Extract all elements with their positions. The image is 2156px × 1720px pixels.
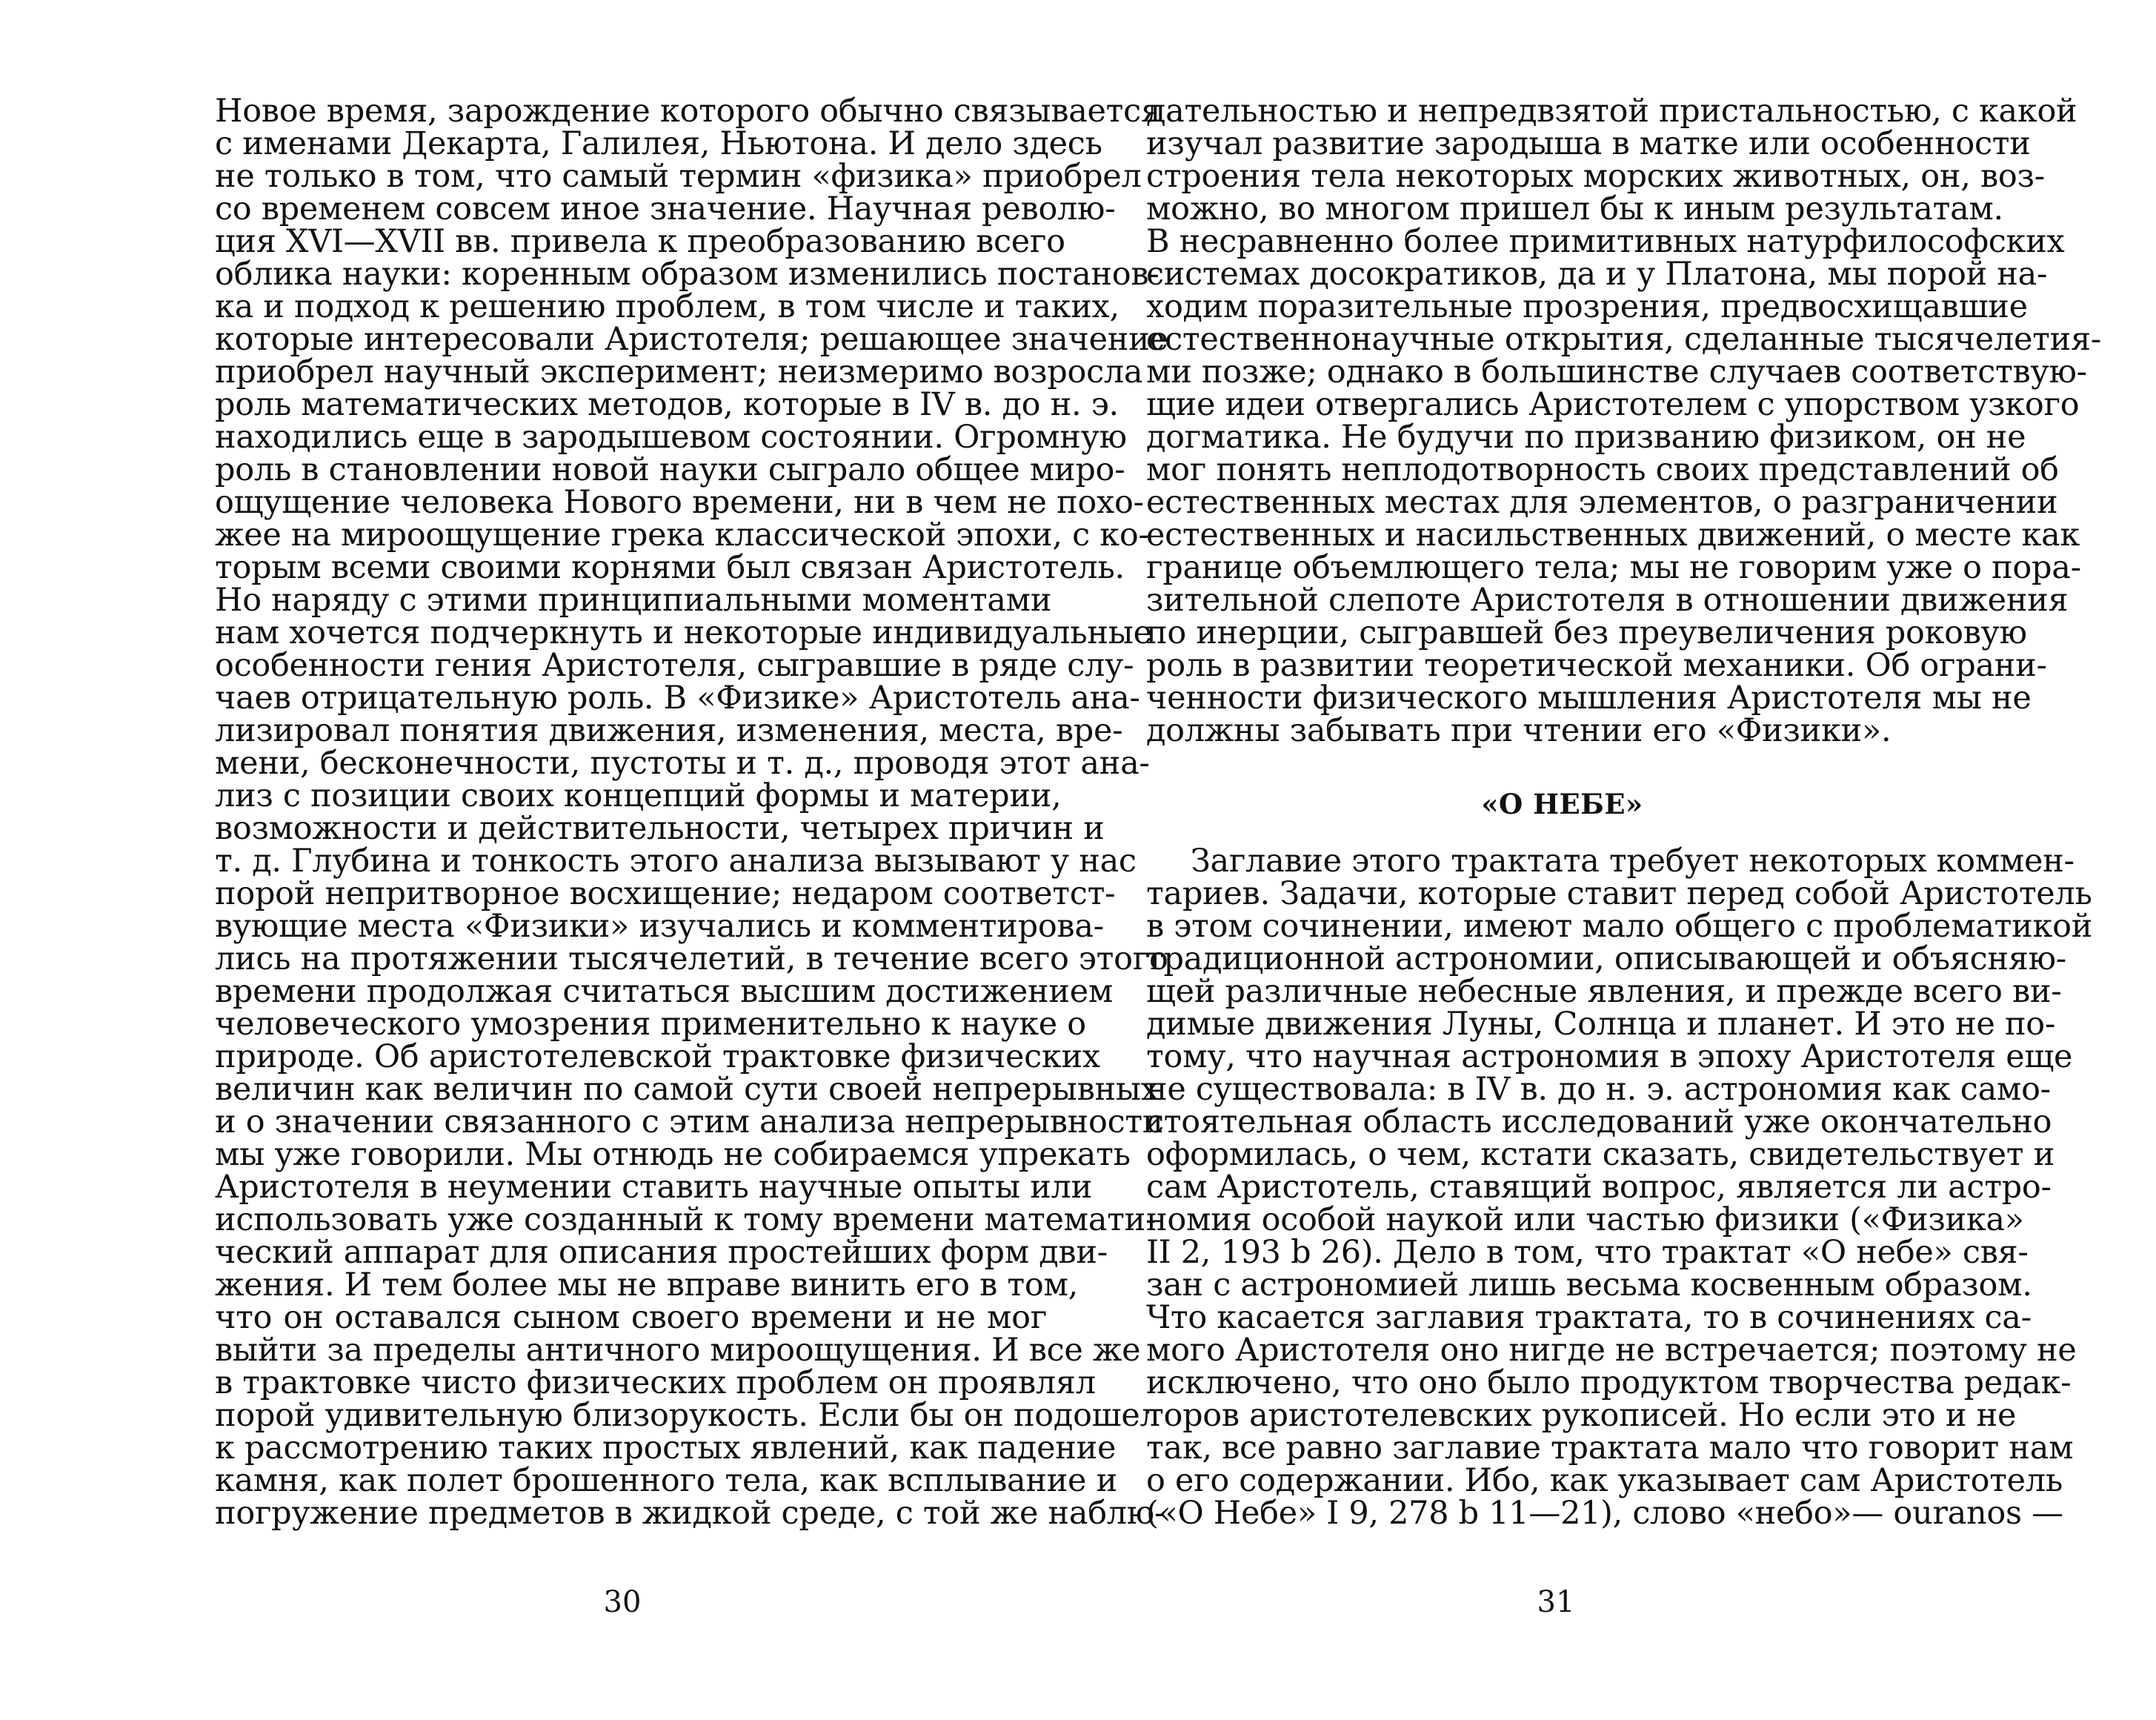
text-line: строения тела некоторых морских животных, он, воз-: [1146, 158, 2045, 195]
text-line: к рассмотрению таких простых явлений, как падение: [215, 1430, 1117, 1467]
right-page: [1078, 0, 2156, 1720]
text-line: мени, бесконечности, пустоты и т. д., проводя этот ана-: [215, 745, 1150, 782]
text-line: в трактовке чисто физических проблем он проявлял: [215, 1364, 1096, 1401]
text-line: по инерции, сыгравшей без преувеличения роковую: [1146, 614, 2027, 651]
text-line: облика науки: коренным образом изменились постанов-: [215, 256, 1159, 293]
text-line: ми позже; однако в большинстве случаев соответствую-: [1146, 353, 2087, 391]
text-line: приобрел научный эксперимент; неизмеримо возросла: [215, 353, 1143, 391]
text-line: изучал развитие зародыша в матке или особенности: [1146, 125, 2031, 162]
text-line: щие идеи отвергались Аристотелем с упорством узкого: [1146, 386, 2080, 423]
text-line: естественнонаучные открытия, сделанные тысячелетия-: [1146, 321, 2102, 358]
text-line: ходим поразительные прозрения, предвосхищавшие: [1146, 288, 2028, 325]
text-line: лись на протяжении тысячелетий, в течение всего этого: [215, 940, 1168, 977]
text-line: порой непритворное восхищение; недаром соответст-: [215, 875, 1116, 912]
text-line: особенности гения Аристотеля, сыгравшие в ряде слу-: [215, 647, 1134, 684]
text-line: торым всеми своими корнями был связан Аристотель.: [215, 549, 1125, 586]
text-line: человеческого умозрения применительно к науке о: [215, 1006, 1086, 1043]
text-line: («О Небе» I 9, 278 b 11—21), слово «небо»— ouranos —: [1146, 1495, 2063, 1532]
text-line: времени продолжая считаться высшим достижением: [215, 973, 1114, 1010]
text-line: системах досократиков, да и у Платона, мы порой на-: [1146, 256, 2048, 293]
text-line: т. д. Глубина и тонкость этого анализа вызывают у нас: [215, 843, 1137, 880]
text-line: жее на мироощущение грека классической эпохи, с ко-: [215, 517, 1149, 554]
text-line: мог понять неплодотворность своих представлений об: [1146, 451, 2059, 488]
right-paragraph-section: [1146, 843, 2093, 1532]
section-heading: «О НЕБЕ»: [1481, 788, 1643, 820]
text-line: щей различные небесные явления, и прежде всего ви-: [1146, 973, 2062, 1010]
text-line: и о значении связанного с этим анализа непрерывности: [215, 1103, 1164, 1140]
text-line: зительной слепоте Аристотеля в отношении движения: [1146, 582, 2069, 619]
text-line: торов аристотелевских рукописей. Но если это и не: [1146, 1397, 2017, 1434]
text-line: не только в том, что самый термин «физика» приобрел: [215, 158, 1142, 195]
text-line: природе. Об аристотелевской трактовке физических: [215, 1038, 1100, 1075]
text-line: тариев. Задачи, которые ставит перед собой Аристотель: [1146, 875, 2092, 912]
text-line: которые интересовали Аристотеля; решающее значение: [215, 321, 1168, 358]
text-line: возможности и действительности, четырех причин и: [215, 810, 1105, 847]
text-line: вующие места «Физики» изучались и комментирова-: [215, 908, 1104, 945]
text-line: не существовала: в IV в. до н. э. астрономия как само-: [1146, 1071, 2051, 1108]
text-line: номия особой наукой или частью физики («Физика»: [1146, 1201, 2024, 1238]
text-line: роль математических методов, которые в IV в. до н. э.: [215, 386, 1119, 423]
text-line: Но наряду с этими принципиальными моментами: [215, 582, 1052, 619]
text-line: В несравненно более примитивных натурфилософских: [1146, 223, 2065, 260]
text-line: ческий аппарат для описания простейших форм дви-: [215, 1234, 1108, 1271]
text-line: роль в развитии теоретической механики. Об ограни-: [1146, 647, 2047, 684]
text-line: ция XVI—XVII вв. привела к преобразованию всего: [215, 223, 1065, 260]
text-line: величин как величин по самой сути своей непрерывных: [215, 1071, 1159, 1108]
text-line: камня, как полет брошенного тела, как всплывание и: [215, 1462, 1117, 1499]
left-page-text: [215, 93, 1168, 1532]
text-line: что он оставался сыном своего времени и не мог: [215, 1299, 1047, 1336]
text-line: Заглавие этого трактата требует некоторых коммен-: [1191, 843, 2075, 880]
text-line: тому, что научная астрономия в эпоху Аристотеля еще: [1146, 1038, 2073, 1075]
text-line: чаев отрицательную роль. В «Физике» Аристотель ана-: [215, 680, 1140, 717]
text-line: исключено, что оно было продуктом творчества редак-: [1146, 1364, 2072, 1401]
text-line: выйти за пределы античного мироощущения. И все же: [215, 1332, 1141, 1369]
text-line: погружение предметов в жидкой среде, с той же наблю-: [215, 1495, 1165, 1532]
text-line: II 2, 193 b 26). Дело в том, что трактат «О небе» свя-: [1146, 1234, 2029, 1271]
text-line: лиз с позиции своих концепций формы и материи,: [215, 777, 1062, 814]
text-line: о его содержании. Ибо, как указывает сам Аристотель: [1146, 1462, 2063, 1499]
text-line: со временем совсем иное значение. Научная револю-: [215, 190, 1116, 228]
text-line: Аристотеля в неумении ставить научные опыты или: [215, 1169, 1092, 1206]
text-line: роль в становлении новой науки сыграло общее миро-: [215, 451, 1125, 488]
text-line: естественных и насильственных движений, о месте как: [1146, 517, 2080, 554]
text-line: нам хочется подчеркнуть и некоторые индивидуальные: [215, 614, 1152, 651]
text-line: порой удивительную близорукость. Если бы он подошел: [215, 1397, 1160, 1434]
text-line: лизировал понятия движения, изменения, места, вре-: [215, 712, 1123, 749]
text-line: Что касается заглавия трактата, то в сочинениях са-: [1146, 1299, 2032, 1336]
text-line: мого Аристотеля оно нигде не встречается; поэтому не: [1146, 1332, 2077, 1369]
text-line: ощущение человека Нового времени, ни в чем не похо-: [215, 484, 1144, 521]
text-line: должны забывать при чтении его «Физики».: [1146, 712, 1892, 749]
text-line: димые движения Луны, Солнца и планет. И это не по-: [1146, 1006, 2056, 1043]
text-line: с именами Декарта, Галилея, Ньютона. И дело здесь: [215, 125, 1102, 162]
text-line: в этом сочинении, имеют мало общего с проблематикой: [1146, 908, 2093, 945]
text-line: можно, во многом пришел бы к иным результатам.: [1146, 190, 2003, 228]
left-page-number: 30: [603, 1585, 642, 1619]
text-line: границе объемлющего тела; мы не говорим уже о пора-: [1146, 549, 2081, 586]
text-line: стоятельная область исследований уже окончательно: [1146, 1103, 2052, 1140]
text-line: догматика. Не будучи по призванию физиком, он не: [1146, 419, 2026, 456]
right-page-text: [1146, 93, 2102, 1532]
right-page-number: 31: [1537, 1585, 1575, 1619]
text-line: ченности физического мышления Аристотеля мы не: [1146, 680, 2032, 717]
text-line: находились еще в зародышевом состоянии. Огромную: [215, 419, 1127, 456]
text-line: традиционной астрономии, описывающей и объясняю-: [1146, 940, 2066, 977]
text-line: зан с астрономией лишь весьма косвенным образом.: [1146, 1266, 2032, 1304]
text-line: так, все равно заглавие трактата мало что говорит нам: [1146, 1430, 2074, 1467]
text-line: мы уже говорили. Мы отнюдь не собираемся упрекать: [215, 1136, 1131, 1173]
text-line: использовать уже созданный к тому времени математи-: [215, 1201, 1157, 1238]
text-line: естественных местах для элементов, о разграничении: [1146, 484, 2058, 521]
text-line: дательностью и непредвзятой пристальностью, с какой: [1146, 93, 2077, 130]
text-line: сам Аристотель, ставящий вопрос, является ли астро-: [1146, 1169, 2052, 1206]
text-line: Новое время, зарождение которого обычно связывается: [215, 93, 1161, 130]
text-line: ка и подход к решению проблем, в том числе и таких,: [215, 288, 1119, 325]
right-paragraph-continued: [1146, 93, 2102, 749]
text-line: оформилась, о чем, кстати сказать, свидетельствует и: [1146, 1136, 2054, 1173]
text-line: жения. И тем более мы не вправе винить его в том,: [215, 1266, 1078, 1304]
